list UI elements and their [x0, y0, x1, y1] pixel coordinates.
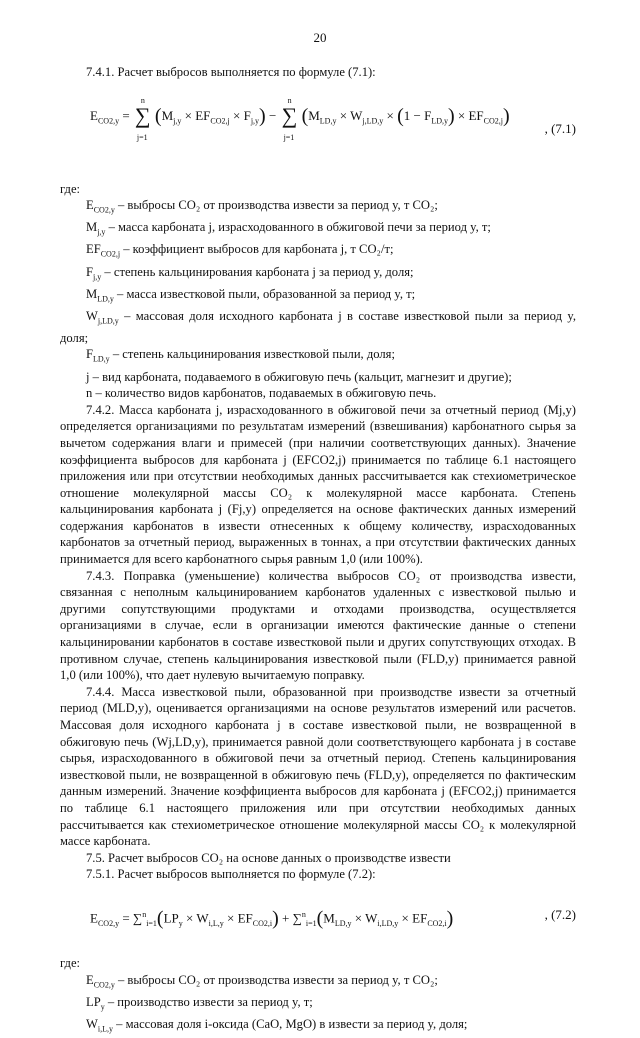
section-7-4-1: 7.4.1. Расчет выбросов выполняется по формуле (7.1):	[86, 65, 376, 79]
section-7-4-4: 7.4.4. Масса известковой пыли, образованной при производстве извести за отчетный период (MLD,y), оценивается организациями на основе результатов измерений или расчетов. Массовая доля исходного карбоната j в составе известковой пыли, не возвращенной в обжиговую печь (Wj,LD,y), принимается равной доли соответствующего карбоната j в составе сырья, израсходованного в обжиговой печи за отчетный период. Степень кальцинирования известковой пыли, не возвращенной в обжиговую печь (FLD,y), определяется по фактическим данным измерений. Значение коэффициента выбросов для карбоната j (EFCO2,j) принимается по таблице 6.1 настоящего приложения или при отсутствии необходимых данных рассчитывается как стехиометрическое отношение молекулярной массы CO₂ к молекулярной массе карбоната.	[60, 684, 576, 849]
def-n: n – количество видов карбонатов, подаваемых в обжиговую печь.	[86, 386, 437, 401]
def-efco2j: $EF_{CO2,j}$ – коэффициент выбросов для карбоната j, т CO₂/т;	[86, 242, 394, 259]
def-wjldy: $W_{j,LD,y}$ – массовая доля исходного карбоната j в составе известковой пыли за период y, доля;	[60, 308, 576, 345]
formula-7-2-expression: $E_{CO2,y} = \sum^n_{i=1}(LP_y \times W_{i,L,y} \times EF_{CO2,i}) + \sum^n_{i=1}(M_{LD,y} \times W_{i,LD,y} \times EF_{CO2,i})$	[90, 907, 454, 930]
formula-7-1-number: , (7.1)	[544, 120, 576, 136]
page-number: 20	[313, 30, 327, 45]
formula-7-2-number: , (7.2)	[544, 906, 576, 922]
section-7-4-3: 7.4.3. Поправка (уменьшение) количества выбросов CO₂ от производства извести, связанная с неполным кальцинированием карбонатов удаленных с известковой пылью и другими сопутствующими продуктами и отходами производства, осуществляется организациями в случае, если в организации имеются фактические данные о степени кальцинировании карбонатов в составе известковой пыли и других сопутствующих отходах. В противном случае, степень кальцинирования известковой пыли (FLD,y) принимается равной 1,0 (или 100%), что дает нулевую вычитаемую поправку.	[60, 568, 576, 683]
section-7-5-1: 7.5.1. Расчет выбросов выполняется по формуле (7.2):	[86, 867, 376, 882]
def-mjy: $M_{j,y}$ – масса карбоната j, израсходованного в обжиговой печи за период y, т;	[86, 220, 491, 237]
section-7-5: 7.5. Расчет выбросов CO₂ на основе данных о производстве извести	[86, 850, 451, 865]
where-label-2: где:	[60, 955, 81, 970]
def-eco2y: $E_{CO2,y}$ – выбросы CO₂ от производства извести за период y, т CO₂;	[86, 198, 438, 215]
formula-7-1-expression: $E_{CO2,y}$ = ∑ n j=1 $(M_{j,y} \times EF_{CO2,j} \times F_{j,y})$ − ∑ n j=1 $(M_{LD,y} \times W_{j,LD,y} \times (1 - F_{LD,y}) \times EF_{CO2,j})$	[90, 95, 510, 142]
def2-eco2y: $E_{CO2,y}$ – выбросы CO₂ от производства извести за период y, т CO₂;	[86, 972, 438, 990]
formula-7-1	[60, 93, 576, 161]
section-7-4-2: 7.4.2. Масса карбоната j, израсходованного в обжиговой печи за отчетный период (Mj,y) определяется организациями по результатам измерений (взвешивания) карбонатного сырья за вычетом содержания влаги и примесей (при наличии соответствующих данных). Значение коэффициента выбросов для карбоната j (EFCO2,j) принимается по таблице 6.1 настоящего приложения или при отсутствии необходимых данных рассчитывается как стехиометрическое отношение молекулярной массы CO₂ к молекулярной массе карбоната. Степень кальцинирования карбоната j (Fj,y) определяется на основе фактических данных измерений содержания карбонатов в извести отнесенных к общему количеству, израсходованных карбонатов за отчетный период, выраженных в тоннах, а при отсутствии фактических данных принимается для всего карбонатного сырья равным 1,0 (или 100%).	[60, 402, 576, 567]
def-fldy: $F_{LD,y}$ – степень кальцинирования известковой пыли, доля;	[86, 347, 395, 364]
def-j: j – вид карбоната, подаваемого в обжиговую печь (кальцит, магнезит и другие);	[86, 369, 512, 384]
def2-lpy: $LP_y$ – производство извести за период y, т;	[86, 994, 313, 1012]
def-fjy: $F_{j,y}$ – степень кальцинирования карбоната j за период y, доля;	[86, 264, 414, 282]
where-label-1: где:	[60, 181, 81, 196]
def-mldy: $M_{LD,y}$ – масса известковой пыли, образованной за период y, т;	[86, 286, 416, 304]
formula-7-2	[60, 895, 576, 951]
def2-wily: $W_{i,L,y}$ – массовая доля i-оксида (CaO, MgO) в извести за период y, доля;	[86, 1016, 468, 1034]
page-content	[60, 64, 576, 1038]
